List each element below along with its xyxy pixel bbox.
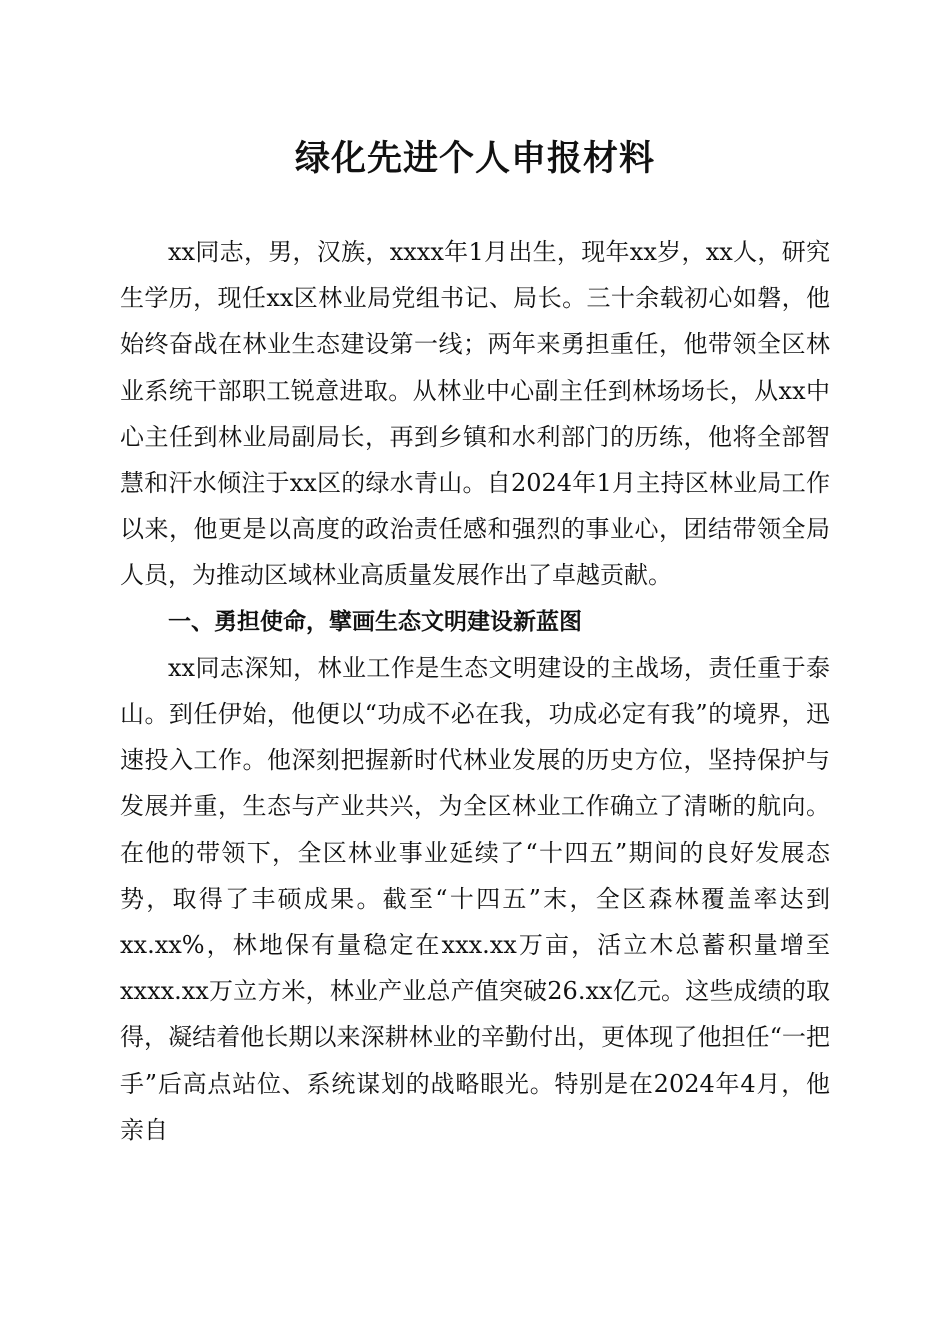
intro-paragraph: xx同志，男，汉族，xxxx年1月出生，现年xx岁，xx人，研究生学历，现任xx区林业局党组书记、局长。三十余载初心如磐，他始终奋战在林业生态建设第一线；两年来勇担重任，他带领全区林业系统干部职工锐意进取。从林业中心副主任到林场场长，从xx中心主任到林业局副局长，再到乡镇和水利部门的历练，他将全部智慧和汗水倾注于xx区的绿水青山。自2024年1月主持区林业局工作以来，他更是以高度的政治责任感和强烈的事业心，团结带领全局人员，为推动区域林业高质量发展作出了卓越贡献。 [120,238,830,590]
section-heading: 一、勇担使命，擘画生态文明建设新蓝图 [168,608,582,635]
section-paragraph: xx同志深知，林业工作是生态文明建设的主战场，责任重于泰山。到任伊始，他便以“功成不必在我，功成必定有我”的境界，迅速投入工作。他深刻把握新时代林业发展的历史方位，坚持保护与发展并重，生态与产业共兴，为全区林业工作确立了清晰的航向。在他的带领下，全区林业事业延续了“十四五”期间的良好发展态势，取得了丰硕成果。截至“十四五”末，全区森林覆盖率达到xx.xx%，林地保有量稳定在xxx.xx万亩，活立木总蓄积量增至xxxx.xx万立方米，林业产业总产值突破26.xx亿元。这些成绩的取得，凝结着他长期以来深耕林业的辛勤付出，更体现了他担任“一把手”后高点站位、系统谋划的战略眼光。特别是在2024年4月，他亲自 [120,653,830,1144]
document-title: 绿化先进个人申报材料 [294,139,655,179]
document-body [120,229,830,1153]
